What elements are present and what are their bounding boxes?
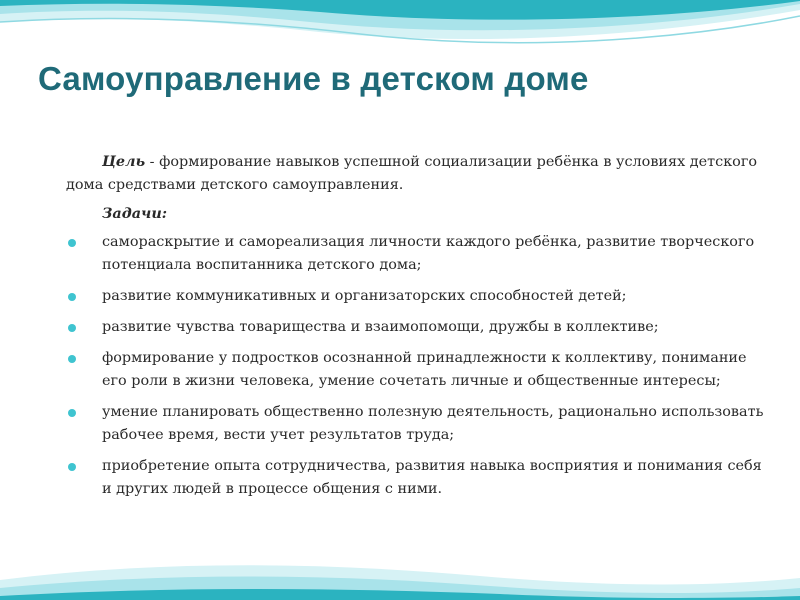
task-text: развитие коммуникативных и организаторских способностей детей; [102, 288, 627, 304]
tasks-list [66, 231, 766, 501]
task-text: умение планировать общественно полезную деятельность, рационально использовать рабочее время, вести учет результатов труда; [102, 404, 764, 443]
task-text: самораскрытие и самореализация личности каждого ребёнка, развитие творческого потенциала воспитанника детского дома; [102, 234, 755, 273]
list-item [66, 316, 766, 339]
list-item [66, 401, 766, 447]
bullet-icon [68, 324, 76, 332]
goal-text: - формирование навыков успешной социализации ребёнка в условиях детского дома средствами детского самоуправления. [66, 154, 758, 193]
task-text: формирование у подростков осознанной принадлежности к коллективу, понимание его роли в жизни человека, умение сочетать личные и общественные интересы; [102, 350, 747, 389]
list-item [66, 347, 766, 393]
list-item [66, 285, 766, 308]
bottom-wave-decoration [0, 540, 800, 600]
goal-label: Цель [102, 153, 146, 170]
list-item [66, 231, 766, 277]
tasks-label: Задачи: [102, 205, 168, 222]
task-text: приобретение опыта сотрудничества, развития навыка восприятия и понимания себя и других людей в процессе общения с ними. [102, 458, 762, 497]
list-item [66, 455, 766, 501]
task-text: развитие чувства товарищества и взаимопомощи, дружбы в коллективе; [102, 319, 659, 335]
bullet-icon [68, 239, 76, 247]
bullet-icon [68, 355, 76, 363]
slide-title: Самоуправление в детском доме [38, 60, 589, 97]
bullet-icon [68, 409, 76, 417]
goal-paragraph [66, 150, 766, 197]
slide-content [66, 150, 766, 509]
bullet-icon [68, 463, 76, 471]
bullet-icon [68, 293, 76, 301]
